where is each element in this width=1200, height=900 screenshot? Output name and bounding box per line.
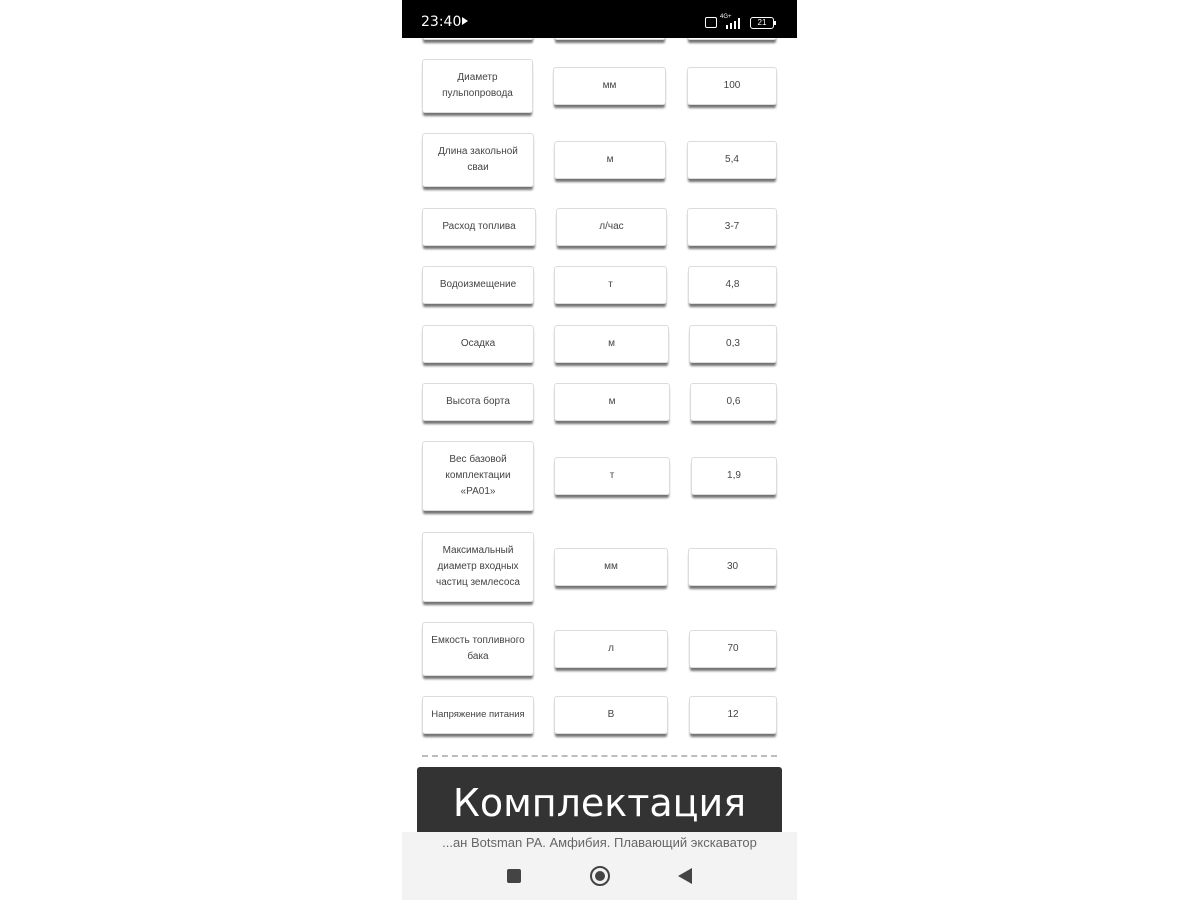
spec-value: 70 (689, 630, 777, 668)
network-type: 4G+ (720, 14, 732, 20)
spec-unit: м (554, 325, 669, 363)
spec-value: 5,4 (687, 141, 777, 179)
spec-name: Расход топлива (422, 208, 536, 246)
recent-apps-icon[interactable] (507, 869, 521, 883)
spec-name: Диаметр пульпопровода (422, 59, 533, 113)
spec-name: Длина закольной сваи (422, 133, 534, 187)
spec-unit: л (554, 630, 668, 668)
battery-icon: 21 (750, 17, 774, 29)
spec-value: 12 (689, 696, 777, 734)
banner-title: Комплектация (452, 781, 747, 825)
bottom-bar (402, 832, 797, 900)
spec-value: 0,6 (690, 383, 777, 421)
spec-unit: В (554, 696, 668, 734)
status-bar (402, 0, 797, 38)
spec-name: Осадка (422, 325, 534, 363)
spec-unit: м (554, 383, 670, 421)
status-time: 23:40 (421, 14, 462, 30)
equipment-banner[interactable] (417, 767, 782, 832)
phone-screen (402, 0, 797, 900)
home-icon[interactable] (590, 866, 610, 886)
spec-value: 1,9 (691, 457, 777, 495)
spec-unit: т (554, 266, 667, 304)
spec-unit: мм (554, 548, 668, 586)
dashed-divider (422, 755, 777, 757)
spec-unit: л/час (556, 208, 667, 246)
spec-name: Емкость топливного бака (422, 622, 534, 676)
spec-unit: т (554, 457, 670, 495)
spec-cell-partial (554, 38, 666, 40)
spec-name: Напряжение питания (422, 696, 534, 734)
spec-name: Максимальный диаметр входных частиц землесоса (422, 532, 534, 602)
spec-value: 0,3 (689, 325, 777, 363)
spec-value: 30 (688, 548, 777, 586)
spec-name: Высота борта (422, 383, 534, 421)
signal-icon (724, 17, 744, 29)
spec-name: Водоизмещение (422, 266, 534, 304)
spec-value: 4,8 (688, 266, 777, 304)
sim-icon (705, 17, 717, 28)
spec-value: 100 (687, 67, 777, 105)
spec-unit: м (554, 141, 666, 179)
spec-unit: мм (553, 67, 666, 105)
spec-name: Вес базовой комплектации «РА01» (422, 441, 534, 511)
spec-cell-partial (687, 38, 777, 40)
back-icon[interactable] (678, 868, 692, 884)
browser-page-title[interactable]: ...ан Botsman PA. Амфибия. Плавающий экскаватор (442, 835, 757, 850)
spec-cell-partial (422, 38, 534, 40)
play-icon (462, 17, 468, 25)
page-content (402, 38, 797, 832)
spec-value: 3-7 (687, 208, 777, 246)
